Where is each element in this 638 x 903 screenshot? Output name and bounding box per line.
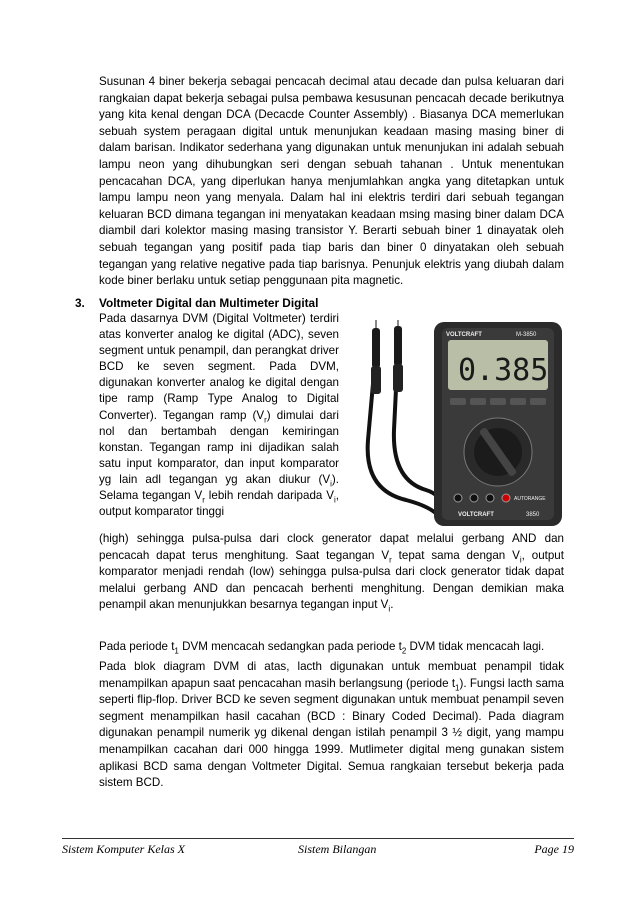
- text-run: DVM mencacah sedangkan pada periode t: [178, 640, 402, 653]
- footer-course: Sistem Komputer Kelas X: [62, 842, 185, 856]
- footer-divider: [62, 838, 574, 839]
- footer-page-number: Page 19: [534, 842, 574, 856]
- brand-bottom-label: VOLTCRAFT: [458, 512, 494, 518]
- text-run: , output komparator tinggi: [99, 489, 339, 519]
- paragraph-dca: Susunan 4 biner bekerja sebagai pencacah decimal atau decade dan pulsa keluaran dari rangkaian dapat bekerja sebagai pulsa pembawa kesusunan pencacah decade berikutnya yang kita kenal dengan DCA (Decacde Counter Assembly) . Biasanya DCA memerlukan sebuah system peragaan digital untuk menunjukan keadaan masing masing biner di dalam barisan. Indikator sederhana yang digunakan untuk menunjukan ini adalah sebuah lampu neon yang dihubungkan seri dengan sebuah tahanan . Untuk menentukan pencacahan DCA, yang diperlukan hanya menjumlahkan angka yang ditetapkan untuk lampu lampu neon yang menyala. Dalam hal ini elektris terdiri dari sebuah tegangan keluaran BCD dimana tegangan ini menyatakan keadaan msing masing biner dalam DCA diambil dari kolektor masing masing transistor Y. Berarti sebuah biner 1 dinayatak oleh sebuah tegangan yang positif pada tiap baris dan biner 0 dinyatakan oleh sebuah tegangan yang relative negative pada tiap barisnya. Penunjuk elektris yang diubah dalam kode biner berlaku untuk setiap penggunaan pita magnetic.: [99, 75, 564, 288]
- text-run: DVM tidak mencacah lagi.: [406, 640, 545, 653]
- subscript: i: [388, 604, 391, 614]
- text-run: (high) sehingga pulsa-pulsa dari clock generator dapat melalui gerbang AND dan pencacah dapat terus menghitung. Saat tegangan V: [99, 532, 564, 562]
- model-bottom-label: 3850: [526, 512, 540, 518]
- section-title: Voltmeter Digital dan Multimeter Digital: [99, 296, 319, 310]
- text-run: Pada dasarnya DVM (Digital Voltmeter) terdiri atas konverter analog ke digital (ADC), seven segment untuk penampil, dan perangkat driver BCD ke seven segment. Pada DVM, digunakan konverter analog ke digital dengan tipe ramp (Ramp Type Analog to Digital Converter). Tegangan ramp (V: [99, 312, 339, 422]
- text-run: ) dimulai dari nol dan bertambah dengan kemiringan konstan. Tegangan ramp ini dijadikan salah satu input komparator, dan input komparator yg lain adl tegangan yg akan diukur (V: [99, 408, 339, 486]
- text-run: Pada periode t: [99, 640, 175, 653]
- brand-top-label: VOLTCRAFT: [446, 332, 482, 338]
- footer-chapter: Sistem Bilangan: [298, 842, 377, 856]
- subscript: r: [264, 414, 267, 424]
- paragraph-latch: [99, 659, 564, 792]
- text-run: .: [390, 598, 394, 612]
- text-run: ). Selama tegangan V: [99, 472, 339, 503]
- subscript: r: [389, 554, 392, 564]
- text-run: tepat sama dengan V: [391, 548, 520, 562]
- subscript: 1: [174, 646, 179, 656]
- text-run: Pada blok diagram DVM di atas, lacth digunakan untuk membuat penampil tidak menampilkan apapun saat pencacahan masih berlangsung (periode t: [99, 660, 564, 690]
- section-heading: [75, 296, 318, 310]
- text-run: , output komparator menjadi rendah (low) sehingga pulsa-pulsa dari clock generator tidak dapat melalui gerbang AND dan pencacah berhenti menghitung. Dengan demikian maka penampil akan menunjukkan besarnya tegangan input V: [99, 548, 564, 612]
- paragraph-dvm-intro: [99, 311, 339, 520]
- multimeter-photo: [346, 320, 564, 528]
- autorange-label: AUTORANGE: [514, 496, 546, 502]
- subscript: i: [519, 554, 522, 564]
- subscript: r: [202, 495, 205, 505]
- paragraph-periods: [99, 639, 564, 656]
- multimeter-illustration: [346, 320, 564, 528]
- subscript: i: [333, 495, 336, 505]
- subscript: 2: [401, 646, 407, 656]
- subscript: i: [330, 479, 332, 489]
- paragraph-comparator: [99, 531, 564, 614]
- lcd-reading: 0.385: [458, 353, 549, 388]
- text-run: ). Fungsi lacth sama seperti flip-flop. Driver BCD ke seven segment digunakan untuk membuat penampil seven segment menampilkan hasil cacahan (BCD : Binary Coded Decimal). Pada diagram digunakan penampil numerik yg dikenal dengan istilah penampil 3 ½ digit, yang mampu menampilkan cacahan dari 000 hingga 1999. Mutlimeter digital meng gunakan sistem aplikasi BCD sama dengan Voltmeter Digital. Semua rangkaian tersebut bekerja pada sistem BCD.: [99, 676, 564, 790]
- model-top-label: M-3850: [516, 332, 537, 338]
- text-run: lebih rendah daripada V: [204, 489, 334, 503]
- section-number: 3.: [75, 296, 85, 310]
- subscript: 1: [455, 682, 460, 692]
